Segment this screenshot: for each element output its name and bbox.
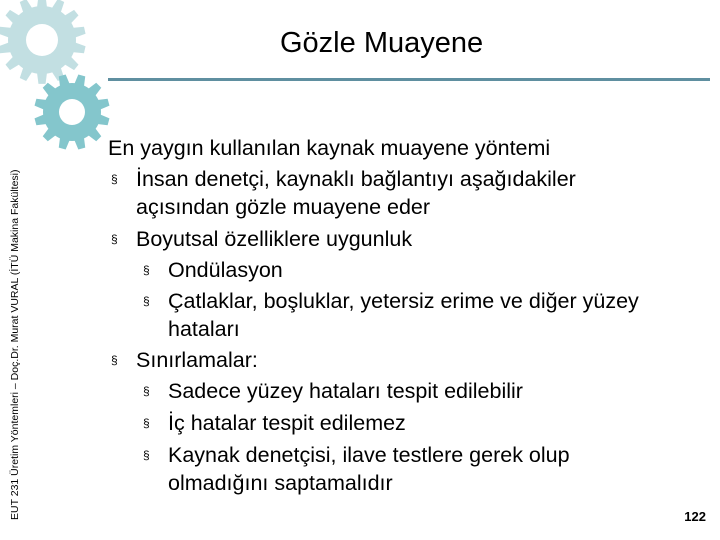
sub-bullet-icon: § — [143, 263, 150, 277]
sub-bullet-item-3-3: Kaynak denetçisi, ilave testlere gerek olup — [168, 443, 570, 467]
bullet-item-2: Boyutsal özelliklere uygunluk — [136, 227, 413, 251]
sub-bullet-icon: § — [143, 384, 150, 398]
sub-bullet-icon: § — [143, 294, 150, 308]
sub-bullet-item-2-2-cont: hataları — [168, 317, 240, 341]
bullet-icon: § — [111, 172, 118, 186]
title-divider — [108, 78, 710, 81]
gear-decoration-icon — [0, 0, 120, 190]
gear-bottom-icon — [35, 75, 110, 150]
sub-bullet-icon: § — [143, 448, 150, 462]
sub-bullet-item-3-1: Sadece yüzey hataları tespit edilebilir — [168, 379, 523, 403]
page-number: 122 — [684, 509, 706, 524]
slide-title: Gözle Muayene — [280, 27, 484, 59]
sub-bullet-item-3-2: İç hatalar tespit edilemez — [168, 411, 406, 435]
body-intro: En yaygın kullanılan kaynak muayene yöntemi — [108, 136, 551, 160]
sub-bullet-item-3-3-cont: olmadığını saptamalıdır — [168, 471, 393, 495]
gear-top-icon — [0, 0, 86, 84]
sub-bullet-icon: § — [143, 416, 150, 430]
side-caption: EUT 231 Üretim Yöntemleri – Doç.Dr. Murat VURAL (İTÜ Makina Fakültesi) — [9, 169, 21, 520]
bullet-item-1: İnsan denetçi, kaynaklı bağlantıyı aşağıdakiler — [136, 167, 576, 191]
bullet-icon: § — [111, 232, 118, 246]
bullet-item-3: Sınırlamalar: — [136, 348, 258, 372]
sub-bullet-item-2-2: Çatlaklar, boşluklar, yetersiz erime ve diğer yüzey — [168, 289, 639, 313]
sub-bullet-item-2-1: Ondülasyon — [168, 258, 283, 282]
bullet-item-1-cont: açısından gözle muayene eder — [136, 195, 431, 219]
bullet-icon: § — [111, 353, 118, 367]
